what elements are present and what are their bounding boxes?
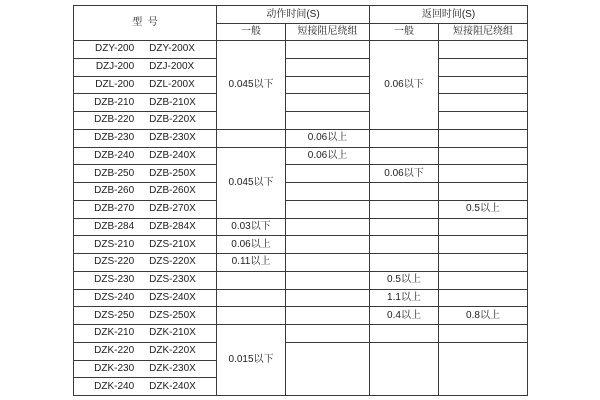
model-name: DZS-230	[94, 274, 135, 286]
return-damped-cell: 0.5以上	[439, 200, 528, 218]
model-name: DZS-240	[94, 291, 135, 303]
action-general-cell	[217, 289, 286, 307]
model-name: DZB-260	[94, 185, 135, 197]
table-header-model: 型 号	[74, 6, 217, 41]
model-name: DZK-210	[94, 327, 135, 339]
table-header-return-general: 一般	[370, 24, 439, 41]
return-damped-cell	[439, 58, 528, 76]
model-name-x: DZB-284X	[149, 220, 196, 232]
model-name: DZK-240	[94, 380, 135, 392]
model-name: DZB-220	[94, 114, 135, 126]
model-name-x: DZB-230X	[149, 132, 196, 144]
return-general-cell: 0.06以下	[370, 41, 439, 130]
model-cell	[74, 129, 217, 147]
model-name: DZK-230	[94, 362, 135, 374]
action-damped-cell	[286, 236, 370, 254]
action-damped-cell	[286, 254, 370, 272]
action-damped-cell	[286, 41, 370, 59]
model-name: DZK-220	[94, 345, 135, 357]
spec-table-container	[73, 5, 528, 396]
table-header-action-time: 动作时间(S)	[217, 6, 370, 24]
model-name-x: DZK-240X	[149, 380, 196, 392]
return-damped-cell	[439, 271, 528, 289]
action-damped-cell	[286, 289, 370, 307]
model-cell	[74, 41, 217, 59]
return-general-cell	[370, 129, 439, 147]
model-cell	[74, 271, 217, 289]
action-general-cell: 0.045以下	[217, 41, 286, 130]
model-cell	[74, 307, 217, 325]
action-damped-cell	[286, 218, 370, 236]
return-general-cell	[370, 325, 439, 343]
model-name-x: DZK-220X	[149, 345, 196, 357]
action-damped-cell	[286, 307, 370, 325]
model-name: DZB-270	[94, 203, 135, 215]
action-general-cell	[217, 129, 286, 147]
model-name: DZB-284	[94, 220, 135, 232]
table-header-return-damped-winding: 短接阻尼绕组	[439, 24, 528, 41]
model-cell	[74, 183, 217, 201]
model-name: DZS-210	[94, 238, 135, 250]
action-general-cell: 0.045以下	[217, 147, 286, 218]
model-name: DZY-200	[95, 43, 135, 55]
model-cell	[74, 254, 217, 272]
model-cell	[74, 378, 217, 396]
return-damped-cell	[439, 218, 528, 236]
model-cell	[74, 76, 217, 94]
return-damped-cell	[439, 165, 528, 183]
return-damped-cell	[439, 289, 528, 307]
model-cell	[74, 236, 217, 254]
model-name-x: DZB-210X	[149, 96, 196, 108]
return-damped-cell	[439, 183, 528, 201]
action-damped-cell	[286, 76, 370, 94]
model-name: DZS-220	[94, 256, 135, 268]
return-damped-cell	[439, 325, 528, 343]
return-damped-cell	[439, 112, 528, 130]
model-name-x: DZS-240X	[149, 291, 196, 303]
return-general-cell: 0.5以上	[370, 271, 439, 289]
model-cell	[74, 325, 217, 343]
return-damped-cell	[439, 41, 528, 59]
table-header-action-general: 一般	[217, 24, 286, 41]
action-damped-cell: 0.06以上	[286, 147, 370, 165]
action-general-cell: 0.11以上	[217, 254, 286, 272]
model-name: DZS-250	[94, 309, 135, 321]
model-cell	[74, 342, 217, 360]
model-cell	[74, 360, 217, 378]
action-damped-cell	[286, 165, 370, 183]
model-cell	[74, 112, 217, 130]
return-general-cell	[370, 254, 439, 272]
action-damped-cell: 0.06以上	[286, 129, 370, 147]
action-damped-cell	[286, 94, 370, 112]
return-general-cell	[370, 183, 439, 201]
return-damped-cell	[439, 76, 528, 94]
return-general-cell	[370, 342, 439, 395]
model-name: DZB-240	[94, 149, 135, 161]
model-name-x: DZL-200X	[149, 78, 195, 90]
action-general-cell	[217, 307, 286, 325]
model-name-x: DZB-260X	[149, 185, 196, 197]
model-cell	[74, 165, 217, 183]
return-general-cell	[370, 218, 439, 236]
model-name: DZB-230	[94, 132, 135, 144]
return-damped-cell	[439, 147, 528, 165]
action-general-cell: 0.03以下	[217, 218, 286, 236]
model-name-x: DZK-230X	[149, 362, 196, 374]
model-cell	[74, 289, 217, 307]
action-damped-cell	[286, 58, 370, 76]
return-general-cell	[370, 200, 439, 218]
action-damped-cell	[286, 325, 370, 343]
action-damped-cell	[286, 112, 370, 130]
return-general-cell	[370, 147, 439, 165]
return-general-cell: 0.06以下	[370, 165, 439, 183]
action-damped-cell	[286, 200, 370, 218]
model-name-x: DZB-220X	[149, 114, 196, 126]
action-damped-cell	[286, 271, 370, 289]
model-name-x: DZB-270X	[149, 203, 196, 215]
return-damped-cell	[439, 129, 528, 147]
return-general-cell: 1.1以上	[370, 289, 439, 307]
action-general-cell: 0.015以下	[217, 325, 286, 396]
model-name-x: DZB-250X	[149, 167, 196, 179]
action-general-cell	[217, 271, 286, 289]
model-name-x: DZS-250X	[149, 309, 196, 321]
return-general-cell	[370, 236, 439, 254]
return-damped-cell	[439, 342, 528, 395]
spec-table	[73, 5, 528, 396]
model-name: DZJ-200	[95, 61, 135, 73]
model-cell	[74, 58, 217, 76]
model-name-x: DZS-210X	[149, 238, 196, 250]
model-name-x: DZS-230X	[149, 274, 196, 286]
model-name: DZB-250	[94, 167, 135, 179]
model-name: DZL-200	[95, 78, 135, 90]
model-cell	[74, 94, 217, 112]
table-header-return-time: 返回时间(S)	[370, 6, 528, 24]
model-name: DZB-210	[94, 96, 135, 108]
model-name-x: DZK-210X	[149, 327, 196, 339]
return-damped-cell	[439, 254, 528, 272]
return-damped-cell	[439, 236, 528, 254]
return-damped-cell: 0.8以上	[439, 307, 528, 325]
table-header-action-damped-winding: 短接阻尼绕组	[286, 24, 370, 41]
action-damped-cell	[286, 342, 370, 395]
action-damped-cell	[286, 183, 370, 201]
model-name-x: DZJ-200X	[149, 61, 195, 73]
model-cell	[74, 218, 217, 236]
return-general-cell: 0.4以上	[370, 307, 439, 325]
model-name-x: DZB-240X	[149, 149, 196, 161]
model-name-x: DZY-200X	[149, 43, 195, 55]
action-general-cell: 0.06以上	[217, 236, 286, 254]
model-cell	[74, 147, 217, 165]
return-damped-cell	[439, 94, 528, 112]
model-name-x: DZS-220X	[149, 256, 196, 268]
model-cell	[74, 200, 217, 218]
